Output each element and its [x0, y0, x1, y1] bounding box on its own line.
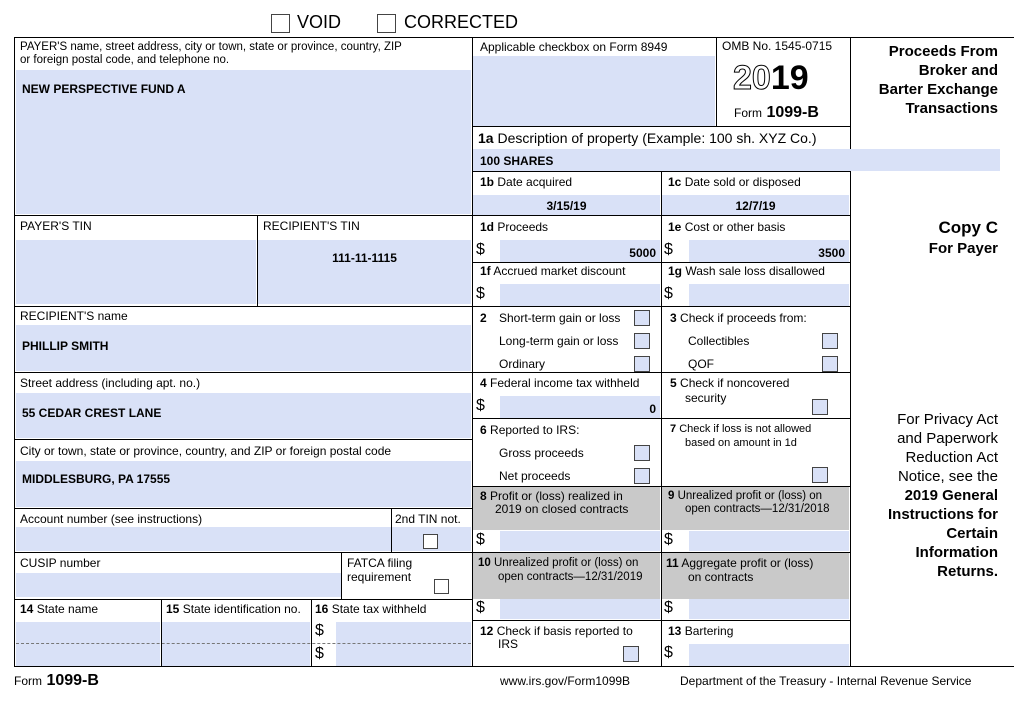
corrected-checkbox[interactable]	[377, 14, 396, 33]
second-tin-checkbox[interactable]	[423, 534, 438, 549]
box2-num: 2	[480, 311, 487, 325]
void-label: VOID	[297, 12, 342, 32]
box16-currency-2: $	[315, 645, 324, 662]
box2-short-checkbox[interactable]	[634, 310, 650, 326]
box1d-currency: $	[476, 241, 485, 258]
box5-checkbox[interactable]	[812, 399, 828, 415]
rule-2ndtin	[391, 508, 392, 552]
form8949-label: Applicable checkbox on Form 8949	[480, 40, 668, 54]
box5-label: 5 Check if noncovered	[670, 376, 790, 390]
box11-currency: $	[664, 599, 673, 616]
payer-tin-field[interactable]	[16, 240, 256, 304]
box6-gross-checkbox[interactable]	[634, 445, 650, 461]
rule-cusip	[14, 552, 850, 553]
box8-field[interactable]	[500, 531, 660, 551]
cusip-label: CUSIP number	[20, 556, 101, 570]
recipient-name-label: RECIPIENT'S name	[20, 309, 128, 323]
box10-label-2: open contracts—12/31/2019	[498, 571, 643, 583]
box13-field[interactable]	[689, 644, 849, 666]
omb-number: OMB No. 1545-0715	[722, 39, 833, 53]
box1d-label: 1d Proceeds	[480, 220, 549, 234]
box3-qof-checkbox[interactable]	[822, 356, 838, 372]
box14-label: 14 State name	[20, 602, 99, 616]
box10-field[interactable]	[500, 599, 660, 619]
box1g-label: 1g Wash sale loss disallowed	[668, 264, 825, 278]
box4-currency: $	[476, 397, 485, 414]
box1f-label: 1f Accrued market discount	[480, 264, 626, 278]
rule-15	[161, 599, 162, 666]
box1b-label: 1b Date acquired	[480, 175, 573, 189]
box10-currency: $	[476, 599, 485, 616]
box6-label: 6 Reported to IRS:	[480, 423, 580, 437]
rule-bottom	[14, 666, 1014, 667]
box1b-value: 3/15/19	[546, 199, 587, 213]
box7-label-2: based on amount in 1d	[685, 437, 797, 449]
box13-currency: $	[664, 644, 673, 661]
box8-label-2: 2019 on closed contracts	[495, 502, 629, 516]
box10-label: 10 Unrealized profit or (loss) on	[478, 557, 639, 569]
fatca-checkbox[interactable]	[434, 579, 449, 594]
box1e-currency: $	[664, 241, 673, 258]
rule-right	[850, 171, 851, 666]
box2-long-checkbox[interactable]	[634, 333, 650, 349]
box9-label-2: open contracts—12/31/2018	[685, 503, 830, 515]
box6-net-checkbox[interactable]	[634, 468, 650, 484]
cusip-field[interactable]	[16, 573, 342, 597]
box12-label-2: IRS	[498, 637, 519, 651]
box13-label: 13 Bartering	[668, 624, 734, 638]
box4-value: 0	[649, 402, 656, 416]
fatca-label-2: requirement	[347, 570, 412, 584]
rule-state-dashed	[16, 643, 471, 644]
rule-1a	[472, 126, 850, 127]
recipient-tin-label: RECIPIENT'S TIN	[263, 219, 360, 233]
box11-label-2: on contracts	[688, 570, 754, 584]
box3-qof-label: QOF	[688, 357, 714, 371]
box1e-value: 3500	[818, 246, 845, 260]
box1c-label: 1c Date sold or disposed	[668, 175, 801, 189]
rule-col2	[661, 171, 662, 666]
footer-url: www.irs.gov/Form1099B	[500, 674, 631, 688]
box2-ordinary-checkbox[interactable]	[634, 356, 650, 372]
box1f-field[interactable]	[500, 284, 660, 306]
rule-city	[14, 439, 472, 440]
rule-16	[311, 599, 312, 666]
box3-collectibles-label: Collectibles	[688, 334, 750, 348]
box4-label: 4 Federal income tax withheld	[480, 376, 640, 390]
privacy-notice: For Privacy Act and Paperwork Reduction Act Notice, see the 2019 General Instructions for Certain Information Returns.	[887, 411, 998, 580]
box8-label: 8 Profit or (loss) realized in	[480, 489, 623, 503]
rule-recipient	[14, 306, 850, 307]
tax-year: 2019	[733, 59, 809, 97]
rule-fatca	[341, 552, 342, 599]
copy-designation: Copy C For Payer	[928, 218, 998, 257]
box1a-label: 1a Description of property (Example: 100 sh. XYZ Co.)	[478, 130, 817, 146]
box9-label: 9 Unrealized profit or (loss) on	[668, 490, 823, 502]
rule-top	[14, 37, 1014, 38]
void-checkbox[interactable]	[271, 14, 290, 33]
box1c-value: 12/7/19	[735, 199, 776, 213]
city-label: City or town, state or province, country, and ZIP or foreign postal code	[20, 444, 392, 458]
box2-ordinary-label: Ordinary	[499, 357, 546, 371]
box6-gross-label: Gross proceeds	[499, 446, 584, 460]
box1g-field[interactable]	[689, 284, 849, 306]
box15-field[interactable]	[162, 622, 310, 666]
box15-label: 15 State identification no.	[166, 602, 301, 616]
rule-right-top	[850, 37, 851, 149]
rule-14	[14, 599, 472, 600]
account-field[interactable]	[16, 527, 471, 551]
rule-mid	[472, 37, 473, 666]
rule-account	[14, 508, 472, 509]
fatca-label: FATCA filing	[347, 556, 413, 570]
rule-street	[14, 372, 850, 373]
box12-checkbox[interactable]	[623, 646, 639, 662]
form-title: Proceeds From Broker and Barter Exchange Transactions	[878, 43, 998, 117]
footer-form-name: Form 1099-B	[14, 672, 99, 689]
city-value: MIDDLESBURG, PA 17555	[22, 472, 171, 486]
box7-label: 7 Check if loss is not allowed	[670, 423, 812, 435]
box5-label-2: security	[685, 391, 727, 405]
account-label: Account number (see instructions)	[20, 512, 203, 526]
second-tin-label: 2nd TIN not.	[395, 512, 461, 526]
box16-field[interactable]	[336, 622, 471, 666]
box3-label: 3 Check if proceeds from:	[670, 311, 807, 325]
box12-label: 12 Check if basis reported to	[480, 624, 633, 638]
payer-tin-label: PAYER'S TIN	[20, 219, 92, 233]
recipient-tin-value: 111-11-1115	[332, 251, 397, 265]
box9-currency: $	[664, 531, 673, 548]
form8949-field[interactable]	[473, 56, 715, 126]
rule-omb	[716, 37, 717, 126]
box16-currency-1: $	[315, 622, 324, 639]
box7-checkbox[interactable]	[812, 467, 828, 483]
box14-field[interactable]	[16, 622, 160, 666]
footer-department: Department of the Treasury - Internal Revenue Service	[680, 674, 972, 688]
box2-short-label: Short-term gain or loss	[499, 311, 621, 325]
box2-long-label: Long-term gain or loss	[499, 334, 619, 348]
box1f-currency: $	[476, 285, 485, 302]
box6-net-label: Net proceeds	[499, 469, 571, 483]
recipient-name-value: PHILLIP SMITH	[22, 339, 109, 353]
rule-tin	[14, 215, 850, 216]
omb-form-name: Form 1099-B	[734, 104, 819, 121]
box9-field[interactable]	[689, 531, 849, 551]
box11-label: 11 Aggregate profit or (loss)	[666, 556, 814, 570]
box16-label: 16 State tax withheld	[315, 602, 427, 616]
payer-label-2: or foreign postal code, and telephone no.	[20, 54, 230, 66]
payer-value: NEW PERSPECTIVE FUND A	[22, 82, 186, 96]
street-label: Street address (including apt. no.)	[20, 376, 201, 390]
box1g-currency: $	[664, 285, 673, 302]
corrected-label: CORRECTED	[404, 12, 519, 32]
street-value: 55 CEDAR CREST LANE	[22, 406, 162, 420]
box11-field[interactable]	[689, 599, 849, 619]
box1d-value: 5000	[629, 246, 656, 260]
payer-label: PAYER'S name, street address, city or town, state or province, country, ZIP	[20, 41, 402, 53]
recipient-tin-field[interactable]	[258, 240, 471, 304]
box1e-label: 1e Cost or other basis	[668, 220, 786, 234]
box3-collectibles-checkbox[interactable]	[822, 333, 838, 349]
box8-currency: $	[476, 531, 485, 548]
box1a-value: 100 SHARES	[480, 154, 554, 168]
rule-left	[14, 37, 15, 666]
